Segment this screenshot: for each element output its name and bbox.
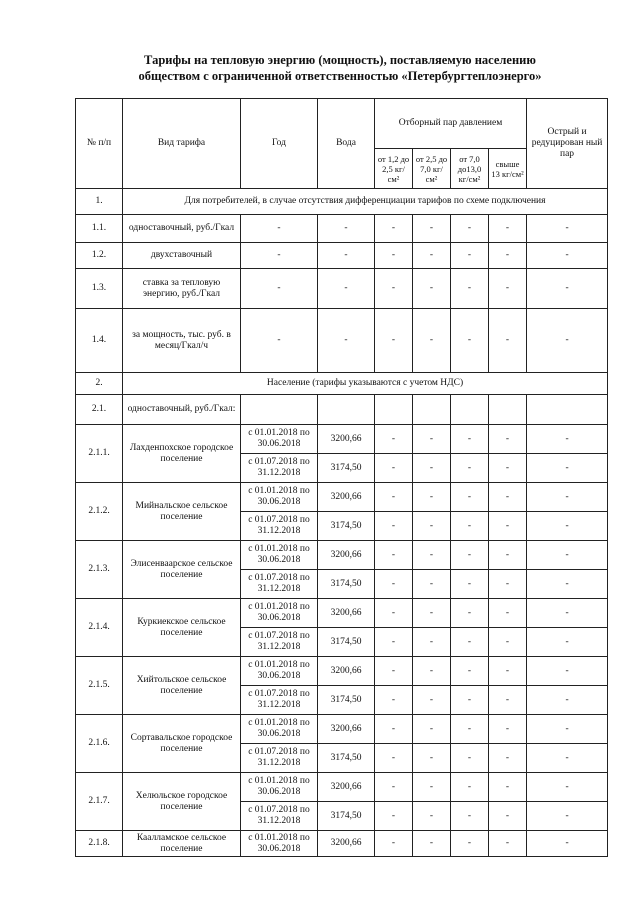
cell-value: - bbox=[413, 802, 451, 831]
cell-value: - bbox=[527, 628, 608, 657]
cell-value: - bbox=[413, 215, 451, 243]
cell-value: - bbox=[375, 309, 413, 373]
cell-value: - bbox=[527, 454, 608, 483]
cell-value: - bbox=[527, 599, 608, 628]
cell-value: - bbox=[413, 243, 451, 269]
cell-value: - bbox=[489, 773, 527, 802]
row-label: ставка за тепловую энергию, руб./Гкал bbox=[123, 269, 241, 309]
cell-value: - bbox=[527, 802, 608, 831]
water-tariff-value: 3200,66 bbox=[318, 599, 375, 628]
table-row bbox=[76, 599, 608, 628]
table-row bbox=[76, 395, 608, 425]
header-pressure-4: свыше 13 кг/см² bbox=[489, 149, 527, 189]
period-cell: с 01.01.2018 по 30.06.2018 bbox=[241, 715, 318, 744]
water-tariff-value: 3174,50 bbox=[318, 512, 375, 541]
water-tariff-value: 3174,50 bbox=[318, 570, 375, 599]
cell-value: - bbox=[241, 269, 318, 309]
cell-value: - bbox=[375, 570, 413, 599]
header-pressure-1: от 1,2 до 2,5 кг/см² bbox=[375, 149, 413, 189]
row-num: 2.1. bbox=[76, 395, 123, 425]
row-num: 2.1.3. bbox=[76, 541, 123, 599]
row-label: за мощность, тыс. руб. в месяц/Гкал/ч bbox=[123, 309, 241, 373]
table-row bbox=[76, 425, 608, 454]
cell-value: - bbox=[489, 686, 527, 715]
cell-value: - bbox=[413, 715, 451, 744]
water-tariff-value: 3174,50 bbox=[318, 802, 375, 831]
cell-value: - bbox=[527, 715, 608, 744]
cell-value: - bbox=[375, 628, 413, 657]
cell-value: - bbox=[413, 599, 451, 628]
cell-value: - bbox=[489, 512, 527, 541]
cell-value: - bbox=[451, 512, 489, 541]
settlement-name: Куркиекское сельское поселение bbox=[123, 599, 241, 657]
row-num: 2.1.4. bbox=[76, 599, 123, 657]
cell-value: - bbox=[489, 628, 527, 657]
section-heading: Для потребителей, в случае отсутствия дифференциации тарифов по схеме подключения bbox=[123, 189, 608, 215]
period-cell: с 01.07.2018 по 31.12.2018 bbox=[241, 628, 318, 657]
water-tariff-value: 3200,66 bbox=[318, 715, 375, 744]
cell-value: - bbox=[489, 831, 527, 857]
table-row bbox=[76, 773, 608, 802]
cell-value: - bbox=[375, 512, 413, 541]
water-tariff-value: 3200,66 bbox=[318, 657, 375, 686]
period-cell: с 01.01.2018 по 30.06.2018 bbox=[241, 483, 318, 512]
cell-value: - bbox=[375, 243, 413, 269]
title-line-2: обществом с ограниченной ответственностью «Петербургтеплоэнерго» bbox=[138, 69, 542, 83]
cell-value: - bbox=[413, 657, 451, 686]
header-pressure-3: от 7,0 до13,0 кг/см² bbox=[451, 149, 489, 189]
tariff-table bbox=[75, 98, 608, 857]
water-tariff-value: 3174,50 bbox=[318, 628, 375, 657]
section-heading: Население (тарифы указываются с учетом НДС) bbox=[123, 373, 608, 395]
cell-value: - bbox=[451, 243, 489, 269]
table-row bbox=[76, 657, 608, 686]
cell-value: - bbox=[489, 657, 527, 686]
cell-value: - bbox=[527, 483, 608, 512]
table-row bbox=[76, 541, 608, 570]
cell-value: - bbox=[375, 454, 413, 483]
cell-value: - bbox=[527, 512, 608, 541]
cell-value: - bbox=[413, 570, 451, 599]
cell-value: - bbox=[451, 831, 489, 857]
table-row bbox=[76, 309, 608, 373]
water-tariff-value: 3200,66 bbox=[318, 773, 375, 802]
settlement-name: Лахденпохское городское поселение bbox=[123, 425, 241, 483]
cell-value: - bbox=[489, 309, 527, 373]
cell-value: - bbox=[375, 773, 413, 802]
cell-value: - bbox=[489, 744, 527, 773]
cell-value: - bbox=[489, 599, 527, 628]
cell-value: - bbox=[375, 425, 413, 454]
cell-value: - bbox=[413, 541, 451, 570]
cell-value: - bbox=[451, 744, 489, 773]
cell-value: - bbox=[489, 269, 527, 309]
water-tariff-value: 3174,50 bbox=[318, 744, 375, 773]
row-num: 1.3. bbox=[76, 269, 123, 309]
header-year: Год bbox=[241, 99, 318, 189]
period-cell: с 01.01.2018 по 30.06.2018 bbox=[241, 657, 318, 686]
row-num: 1.4. bbox=[76, 309, 123, 373]
cell-value: - bbox=[451, 802, 489, 831]
cell-value: - bbox=[451, 425, 489, 454]
period-cell: с 01.07.2018 по 31.12.2018 bbox=[241, 686, 318, 715]
cell-value: - bbox=[489, 483, 527, 512]
cell-value: - bbox=[489, 541, 527, 570]
cell-value: - bbox=[527, 243, 608, 269]
cell-value: - bbox=[375, 802, 413, 831]
water-tariff-value: 3174,50 bbox=[318, 686, 375, 715]
cell-value: - bbox=[451, 599, 489, 628]
period-cell: с 01.01.2018 по 30.06.2018 bbox=[241, 541, 318, 570]
cell-value: - bbox=[413, 483, 451, 512]
row-num: 2.1.5. bbox=[76, 657, 123, 715]
cell-value: - bbox=[527, 570, 608, 599]
cell-value: - bbox=[375, 269, 413, 309]
header-water: Вода bbox=[318, 99, 375, 189]
period-cell: с 01.07.2018 по 31.12.2018 bbox=[241, 512, 318, 541]
cell-value: - bbox=[375, 744, 413, 773]
cell-value: - bbox=[489, 570, 527, 599]
cell-value: - bbox=[413, 744, 451, 773]
cell-value: - bbox=[527, 831, 608, 857]
row-num: 2.1.2. bbox=[76, 483, 123, 541]
settlement-name: Элисенваарское сельское поселение bbox=[123, 541, 241, 599]
cell-value: - bbox=[375, 686, 413, 715]
row-num: 2.1.6. bbox=[76, 715, 123, 773]
cell-value: - bbox=[375, 541, 413, 570]
cell-value: - bbox=[241, 309, 318, 373]
cell-value: - bbox=[451, 269, 489, 309]
cell-value: - bbox=[451, 715, 489, 744]
cell-value: - bbox=[527, 744, 608, 773]
cell-value: - bbox=[451, 686, 489, 715]
table-row bbox=[76, 243, 608, 269]
cell-value: - bbox=[527, 425, 608, 454]
header-tariff-type: Вид тарифа bbox=[123, 99, 241, 189]
row-label: одноставочный, руб./Гкал: bbox=[123, 395, 241, 425]
row-label: одноставочный, руб./Гкал bbox=[123, 215, 241, 243]
cell-value: - bbox=[375, 831, 413, 857]
cell-value: - bbox=[527, 215, 608, 243]
cell-value: - bbox=[413, 686, 451, 715]
cell-value: - bbox=[451, 309, 489, 373]
cell-value: - bbox=[527, 657, 608, 686]
cell-value: - bbox=[413, 512, 451, 541]
settlement-name: Сортавальское городское поселение bbox=[123, 715, 241, 773]
cell-value: - bbox=[489, 715, 527, 744]
table-row bbox=[76, 215, 608, 243]
cell-value: - bbox=[451, 657, 489, 686]
cell-value: - bbox=[451, 454, 489, 483]
row-num: 2.1.7. bbox=[76, 773, 123, 831]
cell-value: - bbox=[413, 269, 451, 309]
row-label: двухставочный bbox=[123, 243, 241, 269]
document-title bbox=[80, 52, 600, 84]
cell-value: - bbox=[375, 215, 413, 243]
cell-value: - bbox=[527, 541, 608, 570]
row-num: 2.1.1. bbox=[76, 425, 123, 483]
settlement-name: Мийнальское сельское поселение bbox=[123, 483, 241, 541]
period-cell: с 01.01.2018 по 30.06.2018 bbox=[241, 425, 318, 454]
cell-value: - bbox=[413, 773, 451, 802]
cell-value: - bbox=[375, 599, 413, 628]
table-row bbox=[76, 831, 608, 857]
cell-value: - bbox=[375, 715, 413, 744]
period-cell: с 01.01.2018 по 30.06.2018 bbox=[241, 831, 318, 857]
cell-value: - bbox=[489, 454, 527, 483]
table-row bbox=[76, 269, 608, 309]
table-row bbox=[76, 715, 608, 744]
cell-value: - bbox=[318, 243, 375, 269]
cell-value: - bbox=[451, 628, 489, 657]
settlement-name: Хелюльское городское поселение bbox=[123, 773, 241, 831]
water-tariff-value: 3174,50 bbox=[318, 454, 375, 483]
cell-value: - bbox=[489, 802, 527, 831]
period-cell: с 01.07.2018 по 31.12.2018 bbox=[241, 802, 318, 831]
water-tariff-value: 3200,66 bbox=[318, 483, 375, 512]
cell-value: - bbox=[489, 243, 527, 269]
settlement-name: Каалламское сельское поселение bbox=[123, 831, 241, 857]
header-sharp-steam: Острый и редуцирован ный пар bbox=[527, 99, 608, 189]
header-num: № п/п bbox=[76, 99, 123, 189]
header-steam: Отборный пар давлением bbox=[375, 99, 527, 149]
period-cell: с 01.07.2018 по 31.12.2018 bbox=[241, 570, 318, 599]
settlement-name: Хийтольское сельское поселение bbox=[123, 657, 241, 715]
water-tariff-value: 3200,66 bbox=[318, 541, 375, 570]
row-num: 1. bbox=[76, 189, 123, 215]
cell-value: - bbox=[241, 215, 318, 243]
cell-value: - bbox=[413, 628, 451, 657]
cell-value: - bbox=[241, 243, 318, 269]
cell-value: - bbox=[527, 686, 608, 715]
header-pressure-2: от 2,5 до 7,0 кг/см² bbox=[413, 149, 451, 189]
cell-value: - bbox=[413, 425, 451, 454]
cell-value: - bbox=[527, 773, 608, 802]
cell-value: - bbox=[375, 657, 413, 686]
cell-value: - bbox=[318, 309, 375, 373]
row-num: 1.1. bbox=[76, 215, 123, 243]
water-tariff-value: 3200,66 bbox=[318, 425, 375, 454]
row-num: 1.2. bbox=[76, 243, 123, 269]
cell-value: - bbox=[451, 773, 489, 802]
cell-value: - bbox=[413, 831, 451, 857]
period-cell: с 01.07.2018 по 31.12.2018 bbox=[241, 454, 318, 483]
cell-value: - bbox=[489, 215, 527, 243]
period-cell: с 01.07.2018 по 31.12.2018 bbox=[241, 744, 318, 773]
water-tariff-value: 3200,66 bbox=[318, 831, 375, 857]
period-cell: с 01.01.2018 по 30.06.2018 bbox=[241, 773, 318, 802]
cell-value: - bbox=[451, 541, 489, 570]
row-num: 2.1.8. bbox=[76, 831, 123, 857]
cell-value: - bbox=[413, 454, 451, 483]
cell-value: - bbox=[527, 269, 608, 309]
period-cell: с 01.01.2018 по 30.06.2018 bbox=[241, 599, 318, 628]
cell-value: - bbox=[375, 483, 413, 512]
cell-value: - bbox=[318, 269, 375, 309]
cell-value: - bbox=[451, 215, 489, 243]
title-line-1: Тарифы на тепловую энергию (мощность), поставляемую населению bbox=[144, 53, 536, 67]
table-row bbox=[76, 483, 608, 512]
cell-value: - bbox=[451, 483, 489, 512]
cell-value: - bbox=[318, 215, 375, 243]
cell-value: - bbox=[413, 309, 451, 373]
cell-value: - bbox=[489, 425, 527, 454]
cell-value: - bbox=[451, 570, 489, 599]
cell-value: - bbox=[527, 309, 608, 373]
row-num: 2. bbox=[76, 373, 123, 395]
